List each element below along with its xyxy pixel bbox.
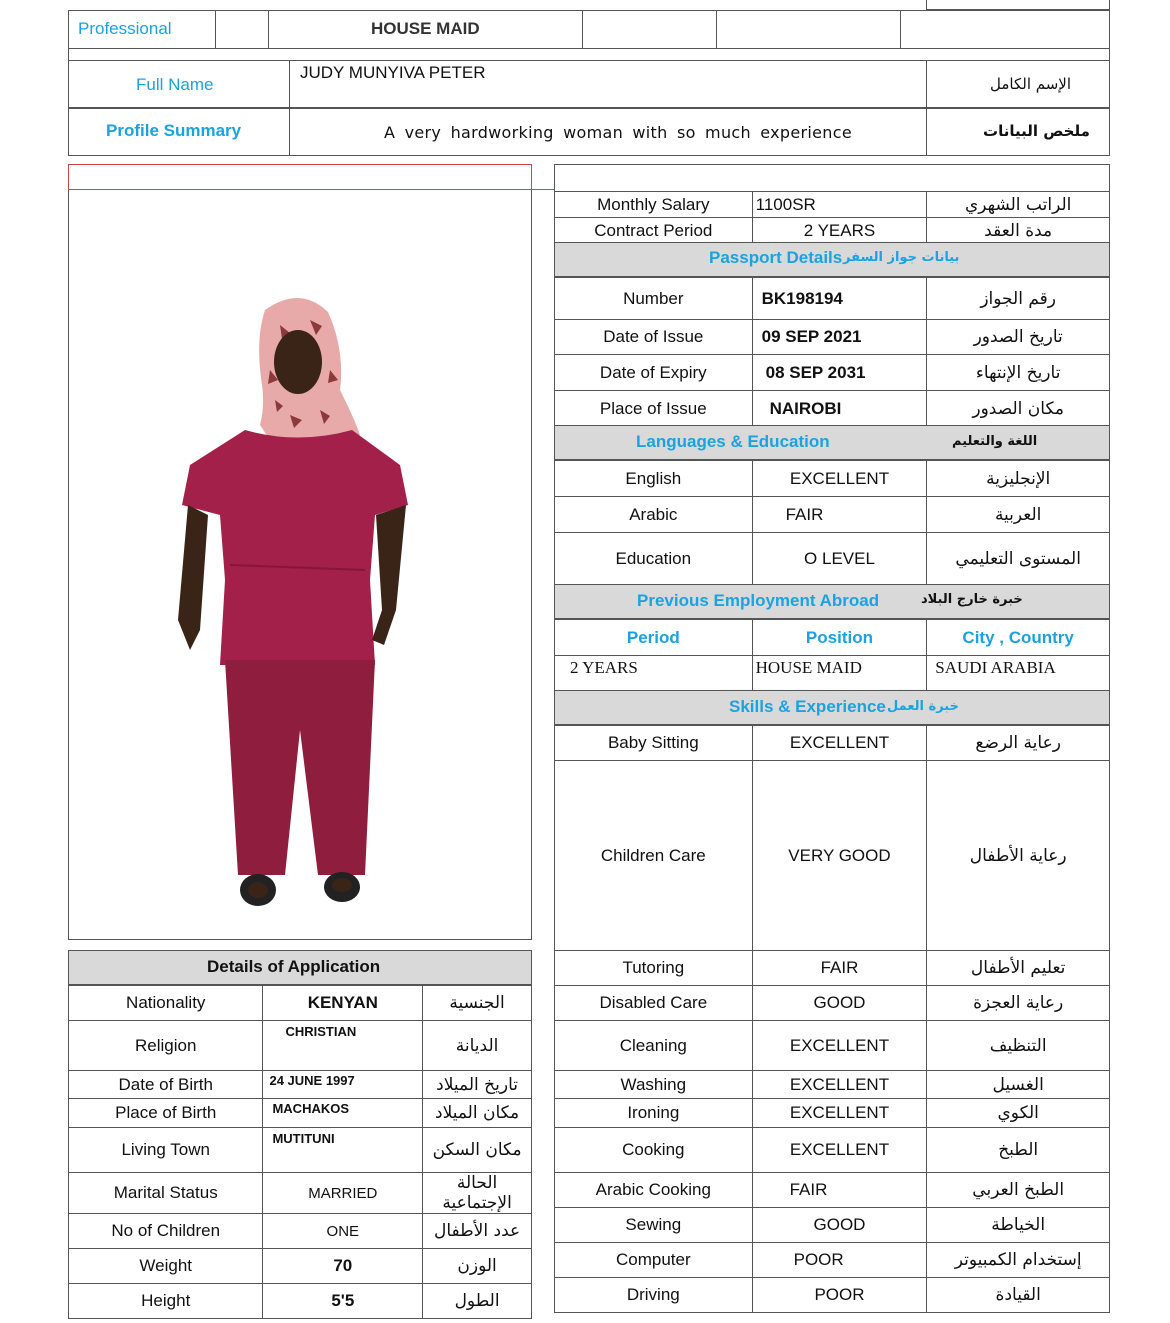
skill-ar: الغسيل <box>927 1071 1110 1099</box>
app-ar: الوزن <box>423 1249 532 1284</box>
english-ar: الإنجليزية <box>927 461 1110 497</box>
employment-header-ar: خبرة خارج البلاد <box>921 592 1023 607</box>
app-ar: تاريخ الميلاد <box>423 1071 532 1099</box>
date-of-expiry-ar: تاريخ الإنتهاء <box>927 355 1110 391</box>
skills-table <box>554 725 1110 1313</box>
education-ar: المستوى التعليمي <box>927 533 1110 585</box>
employment-position: HOUSE MAID <box>752 656 927 691</box>
languages-header-ar: اللغة والتعليم <box>952 434 1038 449</box>
place-of-issue-ar: مكان الصدور <box>927 391 1110 428</box>
employment-header: Previous Employment Abroad <box>637 591 880 610</box>
skill-label: Sewing <box>555 1208 753 1243</box>
skill-value: EXCELLENT <box>752 1128 927 1173</box>
app-value: ONE <box>263 1214 423 1249</box>
professional-label: Professional <box>78 19 172 38</box>
app-value: CHRISTIAN <box>263 1021 423 1071</box>
skill-value: EXCELLENT <box>752 1099 927 1128</box>
place-of-issue-label: Place of Issue <box>555 391 753 428</box>
skill-ar: رعاية الرضع <box>927 726 1110 761</box>
passport-number-value: BK198194 <box>752 278 927 320</box>
app-value: MACHAKOS <box>263 1099 423 1128</box>
skill-label: Children Care <box>555 761 753 951</box>
skill-label: Cooking <box>555 1128 753 1173</box>
languages-header: Languages & Education <box>636 432 830 451</box>
app-label: Place of Birth <box>69 1099 263 1128</box>
contract-period-label: Contract Period <box>555 218 753 244</box>
skill-label: Disabled Care <box>555 986 753 1021</box>
monthly-salary-ar: الراتب الشهري <box>927 192 1110 218</box>
monthly-salary-value: 1100SR <box>752 192 927 218</box>
profile-summary-label: Profile Summary <box>106 121 242 140</box>
arabic-label: Arabic <box>555 497 753 533</box>
profile-summary-value: A very hardworking woman with so much experience <box>384 123 852 142</box>
app-label: Marital Status <box>69 1173 263 1214</box>
date-of-issue-ar: تاريخ الصدور <box>927 320 1110 355</box>
professional-value: HOUSE MAID <box>371 19 480 38</box>
date-of-expiry-label: Date of Expiry <box>555 355 753 391</box>
skill-value: VERY GOOD <box>752 761 927 951</box>
employment-city: SAUDI ARABIA <box>927 656 1110 691</box>
app-ar: مكان الميلاد <box>423 1099 532 1128</box>
skill-ar: القيادة <box>927 1278 1110 1313</box>
skill-label: Computer <box>555 1243 753 1278</box>
skill-value: POOR <box>752 1278 927 1313</box>
employment-col-position: Position <box>752 620 927 656</box>
skill-label: Cleaning <box>555 1021 753 1071</box>
app-value: MUTITUNI <box>263 1128 423 1173</box>
app-value: 5'5 <box>263 1284 423 1319</box>
date-of-issue-value: 09 SEP 2021 <box>752 320 927 355</box>
date-of-expiry-value: 08 SEP 2031 <box>752 355 927 391</box>
skill-ar: الطبخ <box>927 1128 1110 1173</box>
languages-table <box>554 460 1110 585</box>
app-value: KENYAN <box>263 986 423 1021</box>
contract-period-ar: مدة العقد <box>927 218 1110 244</box>
profile-summary-ar: ملخص البيانات <box>983 122 1090 140</box>
app-value: 70 <box>263 1249 423 1284</box>
skill-value: GOOD <box>752 986 927 1021</box>
passport-table <box>554 277 1110 428</box>
place-of-issue-value: NAIROBI <box>752 391 927 428</box>
arabic-ar: العربية <box>927 497 1110 533</box>
app-label: Religion <box>69 1021 263 1071</box>
employment-table <box>554 619 1110 691</box>
education-label: Education <box>555 533 753 585</box>
app-label: Weight <box>69 1249 263 1284</box>
skill-label: Arabic Cooking <box>555 1173 753 1208</box>
skill-label: Ironing <box>555 1099 753 1128</box>
arabic-value: FAIR <box>752 497 927 533</box>
english-label: English <box>555 461 753 497</box>
date-of-issue-label: Date of Issue <box>555 320 753 355</box>
skill-value: GOOD <box>752 1208 927 1243</box>
app-label: Date of Birth <box>69 1071 263 1099</box>
skill-ar: رعاية الأطفال <box>927 761 1110 951</box>
full-name-ar: الإسم الكامل <box>990 75 1072 93</box>
passport-number-label: Number <box>555 278 753 320</box>
salary-table <box>554 191 1110 244</box>
skill-ar: رعاية العجزة <box>927 986 1110 1021</box>
app-label: No of Children <box>69 1214 263 1249</box>
app-ar: الحالة الإجتماعية <box>423 1173 532 1214</box>
skill-label: Tutoring <box>555 951 753 986</box>
education-value: O LEVEL <box>752 533 927 585</box>
app-ar: الجنسية <box>423 986 532 1021</box>
skill-ar: الخياطة <box>927 1208 1110 1243</box>
full-name-value: JUDY MUNYIVA PETER <box>300 63 486 82</box>
skill-ar: تعليم الأطفال <box>927 951 1110 986</box>
skill-value: EXCELLENT <box>752 726 927 761</box>
passport-header-ar: بيانات جواز السفر <box>843 250 960 265</box>
app-value: MARRIED <box>263 1173 423 1214</box>
skill-value: FAIR <box>752 951 927 986</box>
employment-col-city: City , Country <box>927 620 1110 656</box>
employment-col-period: Period <box>555 620 753 656</box>
skill-ar: الكوي <box>927 1099 1110 1128</box>
skills-header: Skills & Experience <box>729 697 886 716</box>
application-table <box>68 985 532 1319</box>
skill-label: Driving <box>555 1278 753 1313</box>
skill-ar: الطبخ العربي <box>927 1173 1110 1208</box>
app-value: 24 JUNE 1997 <box>263 1071 423 1099</box>
passport-header: Passport Details <box>709 248 843 267</box>
skill-value: POOR <box>752 1243 927 1278</box>
skill-label: Baby Sitting <box>555 726 753 761</box>
monthly-salary-label: Monthly Salary <box>555 192 753 218</box>
app-label: Height <box>69 1284 263 1319</box>
app-ar: الطول <box>423 1284 532 1319</box>
contract-period-value: 2 YEARS <box>752 218 927 244</box>
app-ar: مكان السكن <box>423 1128 532 1173</box>
skill-ar: إستخدام الكمبيوتر <box>927 1243 1110 1278</box>
skill-value: EXCELLENT <box>752 1071 927 1099</box>
employment-period: 2 YEARS <box>555 656 753 691</box>
skill-value: EXCELLENT <box>752 1021 927 1071</box>
app-ar: الديانة <box>423 1021 532 1071</box>
english-value: EXCELLENT <box>752 461 927 497</box>
skill-label: Washing <box>555 1071 753 1099</box>
worker-photo <box>170 290 420 920</box>
app-ar: عدد الأطفال <box>423 1214 532 1249</box>
full-name-label: Full Name <box>136 75 214 94</box>
skills-header-ar: خبرة العمل <box>887 699 959 714</box>
skill-value: FAIR <box>752 1173 927 1208</box>
skill-ar: التنظيف <box>927 1021 1110 1071</box>
app-label: Living Town <box>69 1128 263 1173</box>
app-label: Nationality <box>69 986 263 1021</box>
application-header: Details of Application <box>207 957 381 976</box>
passport-number-ar: رقم الجواز <box>927 278 1110 320</box>
